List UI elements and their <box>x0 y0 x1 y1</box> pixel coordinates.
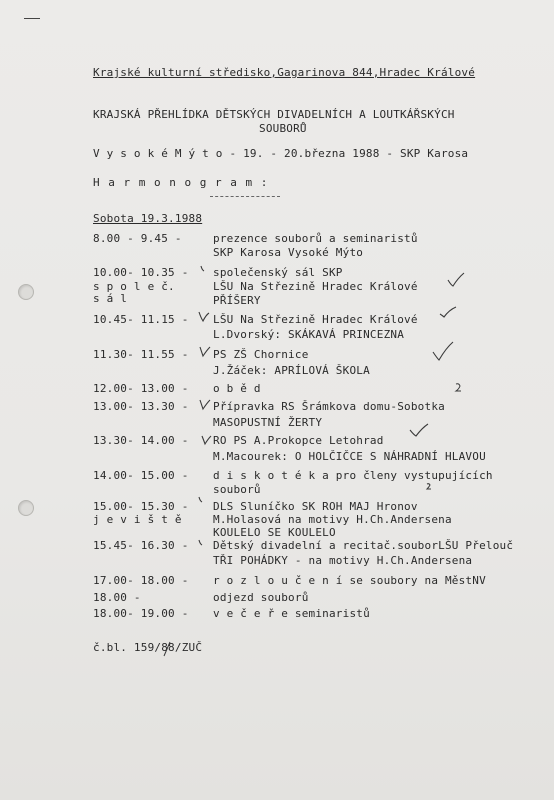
check-mark-icon <box>410 424 428 436</box>
schedule-time: 15.00- 15.30 - <box>93 500 189 513</box>
schedule-time: 13.30- 14.00 - <box>93 434 189 447</box>
schedule-line: DLS Sluníčko SK ROH MAJ Hronov <box>213 500 418 513</box>
schedule-time: 13.00- 13.30 - <box>93 400 189 413</box>
schedule-line: prezence souborů a seminaristů <box>213 232 418 245</box>
schedule-line: PS ZŠ Chornice <box>213 348 309 361</box>
institution-line: Krajské kulturní středisko,Gagarinova 844,Hradec Králové <box>93 66 476 79</box>
schedule-line: J.Žáček: APRÍLOVÁ ŠKOLA <box>213 364 370 377</box>
schedule-line: KOULELO SE KOULELO <box>213 526 336 539</box>
schedule-line: LŠU Na Střezině Hradec Králové <box>213 280 418 293</box>
title-line-1: KRAJSKÁ PŘEHLÍDKA DĚTSKÝCH DIVADELNÍCH A LOUTKÁŘSKÝCH <box>93 108 455 121</box>
schedule-time: 10.00- 10.35 - <box>93 266 189 279</box>
check-mark-icon <box>201 266 204 271</box>
schedule-line: Přípravka RS Šrámkova domu-Sobotka <box>213 400 445 413</box>
schedule-line: RO PS A.Prokopce Letohrad <box>213 434 384 447</box>
schedule-line: TŘI POHÁDKY - na motivy H.Ch.Andersena <box>213 554 473 567</box>
schedule-time: 15.45- 16.30 - <box>93 539 189 552</box>
schedule-note: s á l <box>93 292 128 305</box>
check-mark-icon <box>202 436 211 444</box>
schedule-line: L.Dvorský: SKÁKAVÁ PRINCEZNA <box>213 328 405 341</box>
pen-mark-icon <box>456 384 461 391</box>
schedule-line: LŠU Na Střezině Hradec Králové <box>213 313 418 326</box>
check-mark-icon <box>199 497 202 502</box>
schedule-time: 11.30- 11.55 - <box>93 348 189 361</box>
schedule-line: MASOPUSTNÍ ŽERTY <box>213 416 323 429</box>
check-mark-icon <box>433 342 453 360</box>
reference-number: č.bl. 159/88/ZUČ <box>93 641 203 654</box>
check-mark-icon <box>199 312 209 321</box>
schedule-time: 18.00- 19.00 - <box>93 607 189 620</box>
title-line-2: SOUBORŮ <box>259 122 307 135</box>
check-mark-icon <box>440 307 456 317</box>
check-mark-icon <box>200 347 210 356</box>
schedule-time: 10.45- 11.15 - <box>93 313 189 326</box>
schedule-note: s p o l e č. <box>93 280 175 293</box>
schedule-note: j e v i š t ě <box>93 513 182 526</box>
pen-mark-icon <box>427 484 431 489</box>
check-mark-icon <box>200 400 210 409</box>
schedule-time: 17.00- 18.00 - <box>93 574 189 587</box>
schedule-line: M.Macourek: O HOLČIČCE S NÁHRADNÍ HLAVOU <box>213 450 486 463</box>
schedule-line: souborů <box>213 483 261 496</box>
pen-mark-icon <box>164 642 170 656</box>
schedule-line: d i s k o t é k a pro členy vystupujících <box>213 469 493 482</box>
schedule-line: r o z l o u č e n í se soubory na MěstNV <box>213 574 486 587</box>
schedule-line: PŘÍŠERY <box>213 294 261 307</box>
schedule-line: společenský sál SKP <box>213 266 343 279</box>
check-mark-icon <box>199 540 202 545</box>
schedule-line: odjezd souborů <box>213 591 309 604</box>
schedule-line: o b ě d <box>213 382 261 395</box>
schedule-time: 8.00 - 9.45 - <box>93 232 182 245</box>
schedule-time: 12.00- 13.00 - <box>93 382 189 395</box>
schedule-line: SKP Karosa Vysoké Mýto <box>213 246 364 259</box>
schedule-time: 14.00- 15.00 - <box>93 469 189 482</box>
check-mark-icon <box>448 273 464 286</box>
location-dates: V y s o k é M ý t o - 19. - 20.března 1988 - SKP Karosa <box>93 147 469 160</box>
schedule-time: 18.00 - <box>93 591 141 604</box>
schedule-line: v e č e ř e seminaristů <box>213 607 370 620</box>
day-heading: Sobota 19.3.1988 <box>93 212 203 225</box>
schedule-line: M.Holasová na motivy H.Ch.Andersena <box>213 513 452 526</box>
section-heading: H a r m o n o g r a m : <box>93 176 269 189</box>
schedule-line: Dětský divadelní a recitač.souborLŠU Přelouč <box>213 539 514 552</box>
